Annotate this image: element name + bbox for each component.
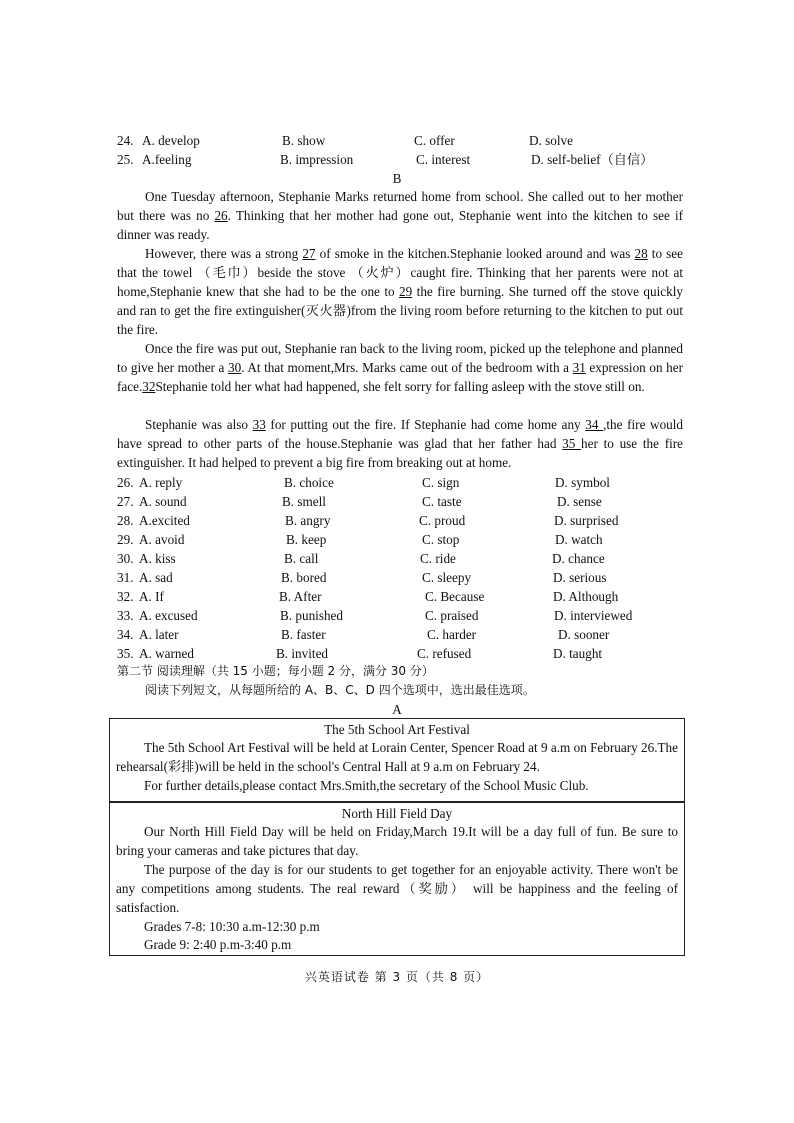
option-d: D. sense xyxy=(557,494,602,509)
question-row xyxy=(117,625,683,644)
question-row xyxy=(117,131,683,150)
notice-paragraph: For further details,please contact Mrs.Smith,the secretary of the School Music Club. xyxy=(144,777,589,793)
notice-paragraph: Our North Hill Field Day will be held on Friday,March 19.It will be a day full of fun. Be sure to bring your cameras and take pictures that day. xyxy=(116,824,678,858)
option-c: C. praised xyxy=(425,608,479,623)
option-a: A. develop xyxy=(142,133,200,148)
question-number: 35. xyxy=(117,646,134,661)
option-b: B. call xyxy=(284,551,319,566)
passage-paragraph-4: Stephanie was also 33 for putting out the fire. If Stephanie had come home any 34 ,the fire would have spread to other parts of the house.Stephanie was glad that her father had 35 her to use the fire extinguisher. It had helped to prevent a big fire from breaking out at home. xyxy=(117,417,684,470)
option-b: B. After xyxy=(279,589,322,604)
schedule-line: Grade 9: 2:40 p.m-3:40 p.m xyxy=(144,937,292,953)
option-a: A. sad xyxy=(139,570,173,585)
question-row xyxy=(117,644,683,663)
option-a: A.feeling xyxy=(142,152,192,167)
option-d: D. chance xyxy=(552,551,605,566)
blank-31: 31 xyxy=(572,359,586,375)
page-footer: 兴英语试卷 第 3 页（共 8 页） xyxy=(304,970,490,984)
option-a: A. reply xyxy=(139,475,183,490)
option-d: D. serious xyxy=(553,570,607,585)
option-d: D. self-belief（自信） xyxy=(531,152,654,167)
option-d: D. sooner xyxy=(558,627,610,642)
option-c: C. refused xyxy=(417,646,472,661)
option-a: A. If xyxy=(139,589,164,604)
question-row xyxy=(117,530,683,549)
passage-paragraph-1: One Tuesday afternoon, Stephanie Marks returned home from school. She called out to her mother but there was no 26. Thinking that her mother had gone out, Stephanie went into the kitchen to see if dinner was ready. xyxy=(117,189,684,242)
option-c: C. harder xyxy=(427,627,477,642)
question-number: 28. xyxy=(117,513,134,528)
passage-paragraph-3: Once the fire was put out, Stephanie ran back to the living room, picked up the telephone and planned to give her mother a 30. At that moment,Mrs. Marks came out of the bedroom with a 31 expression on her face.32Stephanie told her what had happened, she felt sorry for falling asleep with the stove still on. xyxy=(117,341,683,394)
section-b-label: B xyxy=(392,171,402,186)
blank-27: 27 xyxy=(302,246,316,261)
option-b: B. show xyxy=(282,133,326,148)
notice-title: The 5th School Art Festival xyxy=(324,722,470,737)
blank-26: 26 xyxy=(214,207,228,223)
question-number: 24. xyxy=(117,133,134,148)
option-a: A. later xyxy=(139,627,179,642)
option-b: B. punished xyxy=(280,608,344,623)
option-b: B. faster xyxy=(281,627,326,642)
question-number: 32. xyxy=(117,589,134,604)
question-row xyxy=(117,492,683,511)
option-b: B. angry xyxy=(285,513,331,528)
option-c: C. sleepy xyxy=(422,570,472,585)
blank-30: 30 xyxy=(228,359,242,375)
section-2-instruction: 阅读下列短文，从每题所给的 A、B、C、D 四个选项中，选出最佳选项。 xyxy=(145,683,535,697)
passage-paragraph-2: However, there was a strong 27 of smoke in the kitchen.Stephanie looked around and was 28 to see that the towel （毛巾）beside the stove （火炉）caught fire. Thinking that her parents were not at home,Stephanie knew that she had to be the one to 29 the fire burning. She turned off the stove quickly and ran to get the fire extinguisher(灭火器)from the living room before returning to the kitchen to put out the fire. xyxy=(117,246,683,337)
question-row xyxy=(117,568,683,587)
section-a-label: A xyxy=(392,702,402,717)
question-number: 26. xyxy=(117,475,134,490)
option-a: A. excused xyxy=(139,608,198,623)
schedule-line: Grades 7-8: 10:30 a.m-12:30 p.m xyxy=(144,918,320,934)
option-d: D. Although xyxy=(553,589,619,604)
option-b: B. choice xyxy=(284,475,334,490)
question-number: 27. xyxy=(117,494,134,509)
question-row xyxy=(117,587,683,606)
option-b: B. invited xyxy=(276,646,329,661)
option-b: B. smell xyxy=(282,494,326,509)
notice-art-festival xyxy=(109,718,685,802)
blank-29: 29 xyxy=(399,283,413,299)
blank-33: 33 xyxy=(252,417,266,432)
blank-34: 34 xyxy=(585,417,604,432)
notice-field-day xyxy=(109,802,685,956)
option-a: A. sound xyxy=(139,494,187,509)
option-a: A. warned xyxy=(139,646,194,661)
blank-28: 28 xyxy=(634,246,648,261)
option-b: B. keep xyxy=(286,532,327,547)
notice-paragraph: The purpose of the day is for our students to get together for an enjoyable activity. There won't be any competitions among students. The real reward（奖励） will be happiness and the feeling of satisfaction. xyxy=(116,861,678,915)
option-c: C. interest xyxy=(416,152,471,167)
option-b: B. bored xyxy=(281,570,327,585)
section-2-heading: 第二节 阅读理解（共 15 小题；每小题 2 分，满分 30 分） xyxy=(117,664,434,678)
option-a: A. avoid xyxy=(139,532,185,547)
option-d: D. surprised xyxy=(554,513,619,528)
question-number: 29. xyxy=(117,532,134,547)
option-c: C. proud xyxy=(419,513,466,528)
option-a: A.excited xyxy=(139,513,190,528)
option-c: C. Because xyxy=(425,589,485,604)
option-c: C. ride xyxy=(420,551,456,566)
question-row xyxy=(117,606,683,625)
option-c: C. taste xyxy=(422,494,462,509)
option-d: D. watch xyxy=(555,532,603,547)
option-d: D. taught xyxy=(553,646,603,661)
question-number: 25. xyxy=(117,152,134,167)
option-d: D. interviewed xyxy=(554,608,633,623)
question-row xyxy=(117,473,683,492)
question-row xyxy=(117,549,683,568)
question-number: 30. xyxy=(117,551,134,566)
question-number: 33. xyxy=(117,608,134,623)
option-d: D. symbol xyxy=(555,475,610,490)
option-a: A. kiss xyxy=(139,551,176,566)
option-c: C. sign xyxy=(422,475,460,490)
notice-paragraph: The 5th School Art Festival will be held at Lorain Center, Spencer Road at 9 a.m on February 26.The rehearsal(彩排)will be held in the school's Central Hall at 9 a.m on February 24. xyxy=(116,740,678,774)
option-c: C. stop xyxy=(422,532,460,547)
option-c: C. offer xyxy=(414,133,455,148)
blank-32: 32 xyxy=(142,378,156,394)
option-d: D. solve xyxy=(529,133,573,148)
question-row xyxy=(117,150,683,169)
question-row xyxy=(117,511,683,530)
option-b: B. impression xyxy=(280,152,354,167)
question-number: 31. xyxy=(117,570,134,585)
notice-title: North Hill Field Day xyxy=(341,806,453,821)
question-number: 34. xyxy=(117,627,134,642)
blank-35: 35 xyxy=(562,435,582,451)
